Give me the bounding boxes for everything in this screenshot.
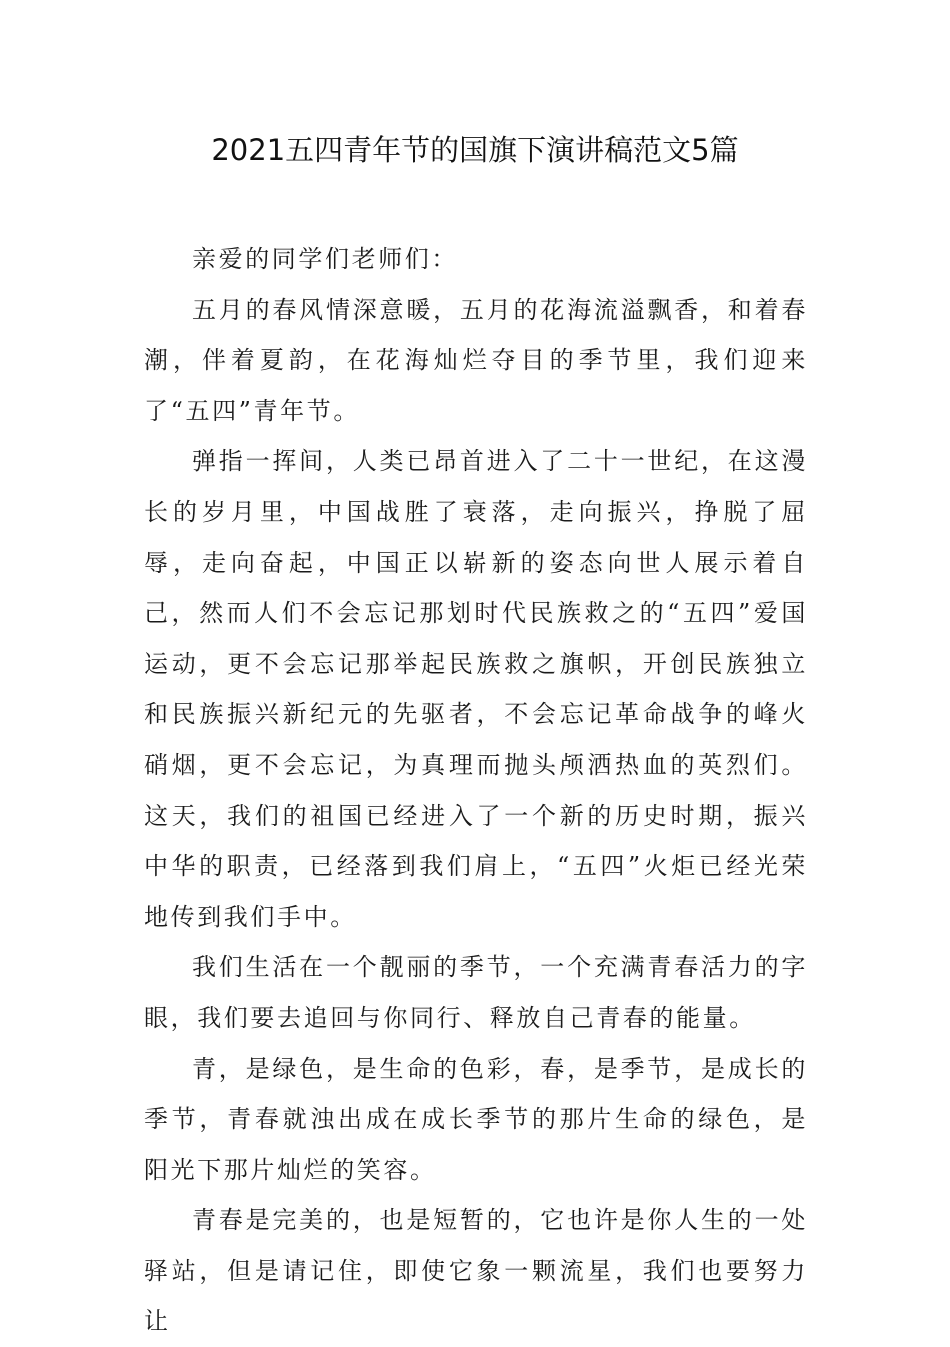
- document-body: [144, 234, 808, 1347]
- document-title: 2021五四青年节的国旗下演讲稿范文5篇: [211, 133, 739, 167]
- paragraph: 五月的春风情深意暖，五月的花海流溢飘香，和着春潮，伴着夏韵，在花海灿烂夺目的季节里，我们迎来了“五四”青年节。: [144, 295, 808, 425]
- paragraph-greeting: 亲爱的同学们老师们：: [192, 245, 458, 273]
- paragraph: 弹指一挥间，人类已昂首进入了二十一世纪，在这漫长的岁月里，中国战胜了衰落，走向振兴，挣脱了屈辱，走向奋起，中国正以崭新的姿态向世人展示着自己，然而人们不会忘记那划时代民族救之的“五四”爱国运动，更不会忘记那举起民族救之旗帜，开创民族独立和民族振兴新纪元的先驱者，不会忘记革命战争的峰火硝烟，更不会忘记，为真理而抛头颅洒热血的英烈们。这天，我们的祖国已经进入了一个新的历史时期，振兴中华的职责，已经落到我们肩上，“五四”火炬已经光荣地传到我们手中。: [144, 447, 808, 931]
- paragraph: 青春是完美的，也是短暂的，它也许是你人生的一处驿站，但是请记住，即使它象一颗流星，我们也要努力让: [144, 1206, 808, 1336]
- paragraph: 青，是绿色，是生命的色彩，春，是季节，是成长的季节，青春就浊出成在成长季节的那片生命的绿色，是阳光下那片灿烂的笑容。: [144, 1054, 808, 1184]
- paragraph: 我们生活在一个靓丽的季节，一个充满青春活力的字眼，我们要去追回与你同行、释放自己青春的能量。: [144, 953, 808, 1032]
